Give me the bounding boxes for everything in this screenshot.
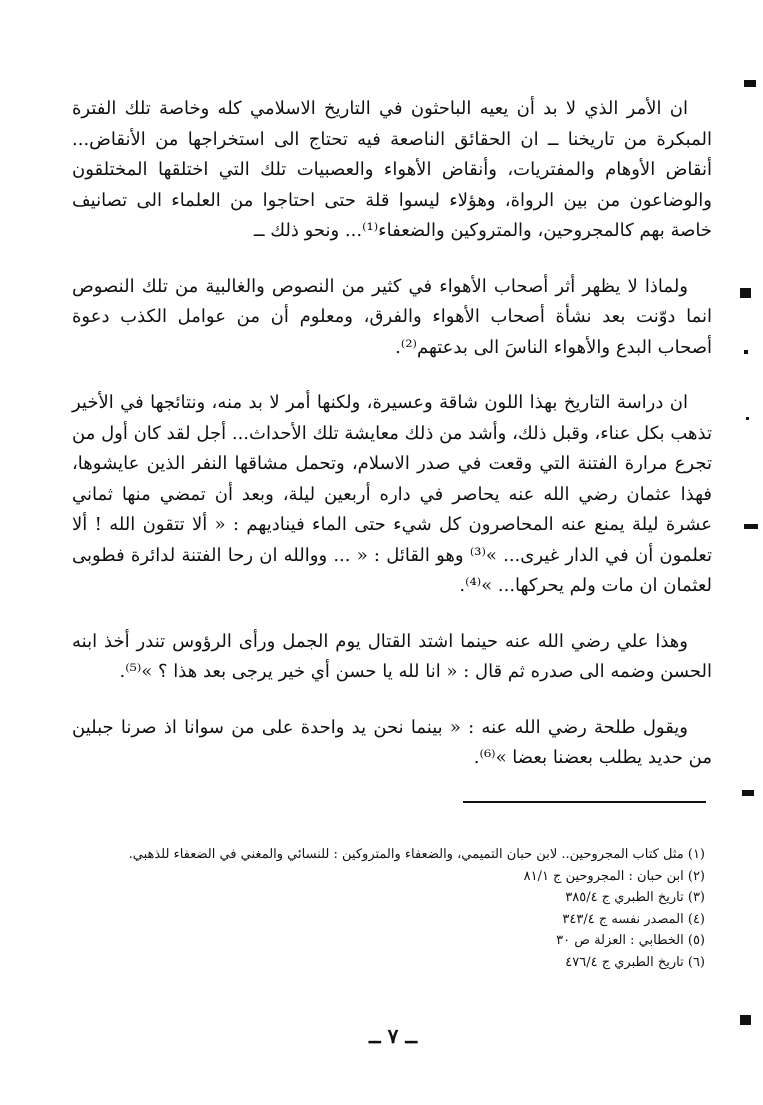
paragraph-4: وهذا علي رضي الله عنه حينما اشتد القتال يوم الجمل ورأى الرؤوس تندر أخذ ابنه الحسن وضمه الى صدره ثم قال : « انا لله يا حسن أي خير يرجى بعد هذا ؟ »⁽⁵⁾. <box>72 630 712 682</box>
main-text <box>72 94 712 799</box>
footnotes <box>128 844 705 973</box>
scan-edge-mark <box>740 1015 751 1025</box>
paragraph-1: ان الأمر الذي لا بد أن يعيه الباحثون في التاريخ الاسلامي كله وخاصة تلك الفترة المبكرة من تاريخنا ــ ان الحقائق الناصعة فيه تحتاج الى استخراجها من الأنقاض... أنقاض الأوهام والمفتريات، وأنقاض الأهواء والعصبيات تلك التي اختلقها المختلقون والوضاعون من بين الرواة، وهؤلاء ليسوا قلة حتى احتاجوا من العلماء الى تصانيف خاصة بهم كالمجروحين، والمتروكين والضعفاء⁽¹⁾... ونحو ذلك ــ <box>72 98 712 241</box>
footnote-separator <box>463 801 706 803</box>
paragraph-3: ان دراسة التاريخ بهذا اللون شاقة وعسيرة، ولكنها أمر لا بد منه، ونتائجها في الأخير تذهب بكل عناء، وقبل ذلك، وأشد من ذلك معايشة تلك الأحداث... أجل لقد كان أول من تجرع مرارة الفتنة التي وقعت في صدر الاسلام، وتحمل مشاقها النفر الذين عايشوها، فهذا عثمان رضي الله عنه يحاصر في داره أربعين ليلة، وبعد أن تمضي منها ثماني عشرة ليلة يمنع عنه المحاصرون كل شيء حتى الماء فيناديهم : « ألا تتقون الله ! ألا تعلمون أن في الدار غيرى... »⁽³⁾ وهو القائل : « ... ووالله ان رحا الفتنة لدائرة فطوبى لعثمان ان مات ولم يحركها... »⁽⁴⁾. <box>72 392 712 596</box>
scan-edge-mark <box>744 524 758 529</box>
footnote-3: (٣) تاريخ الطبري ج ٣٨٥/٤ <box>565 890 705 905</box>
scan-edge-mark <box>740 288 751 298</box>
footnote-1: (١) مثل كتاب المجروحين.. لابن حبان التميمي، والضعفاء والمتروكين : للنسائي والمغني في الضعفاء للذهبي. <box>128 847 705 862</box>
scan-edge-mark <box>744 350 748 354</box>
footnote-2: (٢) ابن حبان : المجروحين ج ٨١/١ <box>523 868 705 884</box>
scan-edge-mark <box>744 80 756 87</box>
footnote-4: (٤) المصدر نفسه ج ٣٤٣/٤ <box>562 911 705 927</box>
scan-edge-mark <box>742 790 754 796</box>
footnote-6: (٦) تاريخ الطبري ج ٤٧٦/٤ <box>565 954 705 970</box>
paragraph-2: ولماذا لا يظهر أثر أصحاب الأهواء في كثير من النصوص والغالبية من تلك النصوص انما دوّنت بعد نشأة أصحاب الأهواء والفرق، ومعلوم أن من عوامل الكذب دعوة أصحاب البدع والأهواء الناسَ الى بدعتهم⁽²⁾. <box>72 275 712 358</box>
scan-edge-mark <box>746 417 749 420</box>
paragraph-5: ويقول طلحة رضي الله عنه : « بينما نحن يد واحدة على من سوانا اذ صرنا جبلين من حديد يطلب بعضنا بعضا »⁽⁶⁾. <box>72 716 712 768</box>
footnote-5: (٥) الخطابي : العزلة ص ٣٠ <box>556 933 705 948</box>
page-number: ــ ٧ ــ <box>368 1024 418 1048</box>
